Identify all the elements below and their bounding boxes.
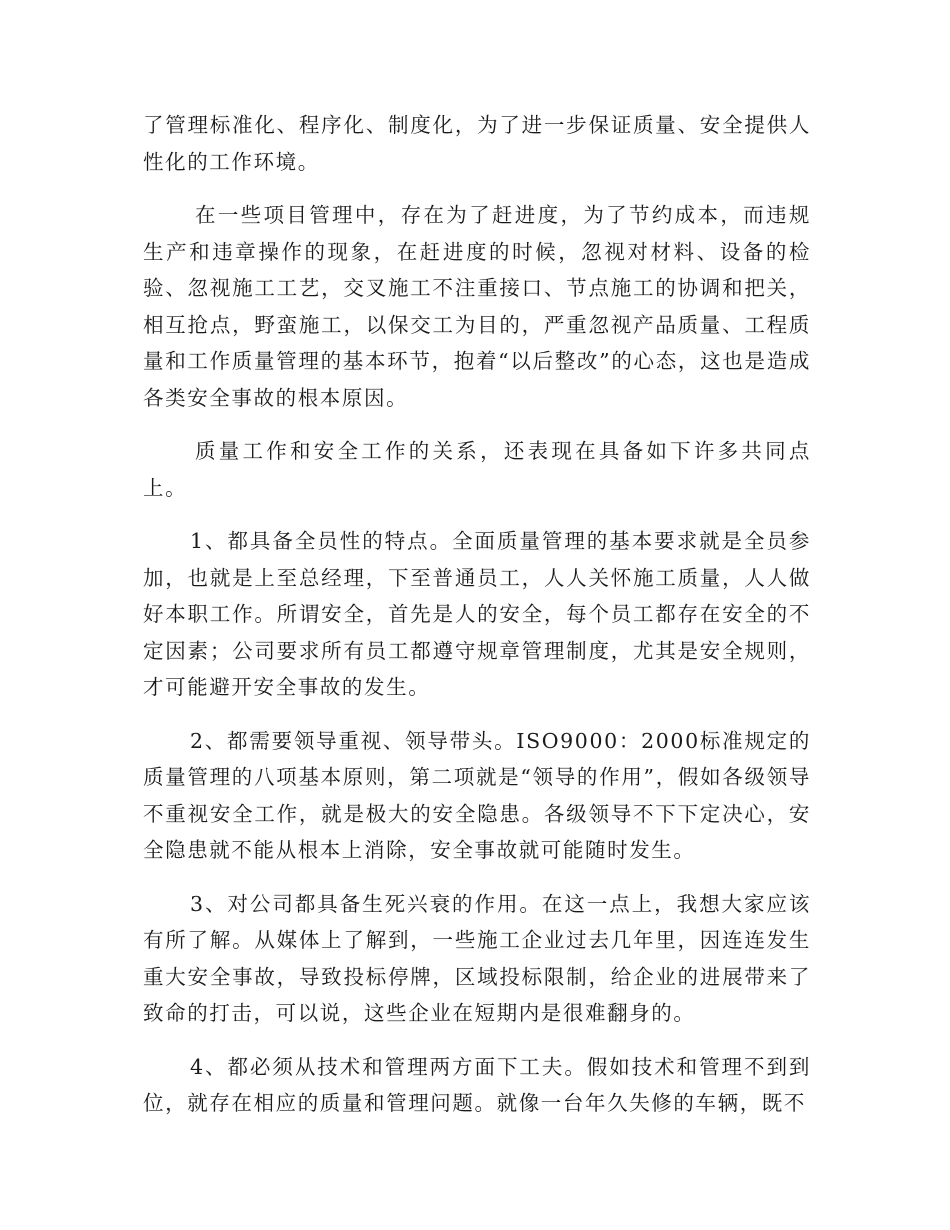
paragraph-point-4: 4、都必须从技术和管理两方面下工夫。假如技术和管理不到到位，就存在相应的质量和管理问题。就像一台年久失修的车辆，既不: [143, 1054, 811, 1115]
paragraph-point-3: 3、对公司都具备生死兴衰的作用。在这一点上，我想大家应该有所了解。从媒体上了解到，一些施工企业过去几年里，因连连发生重大安全事故，导致投标停牌，区域投标限制，给企业的进展带来了致命的打击，可以说，这些企业在短期内是很难翻身的。: [143, 891, 811, 1025]
paragraph-continuation: 了管理标准化、程序化、制度化，为了进一步保证质量、安全提供人性化的工作环境。: [143, 113, 811, 174]
paragraph-point-1: 1、都具备全员性的特点。全面质量管理的基本要求就是全员参加，也就是上至总经理，下至普通员工，人人关怀施工质量，人人做好本职工作。所谓安全，首先是人的安全，每个员工都存在安全的不定因素；公司要求所有员工都遵守规章管理制度，尤其是安全规则，才可能避开安全事故的发生。: [143, 529, 811, 699]
paragraph-point-2: 2、都需要领导重视、领导带头。ISO9000：2000标准规定的质量管理的八项基本原则，第二项就是“领导的作用”，假如各级领导不重视安全工作，就是极大的安全隐患。各级领导不下下定决心，安全隐患就不能从根本上消除，安全事故就可能随时发生。: [143, 728, 811, 862]
paragraph-common-points-intro: 质量工作和安全工作的关系，还表现在具备如下许多共同点上。: [143, 439, 811, 500]
document-body: [143, 107, 811, 1139]
paragraph-project-management: 在一些项目管理中，存在为了赶进度，为了节约成本，而违规生产和违章操作的现象，在赶进度的时候，忽视对材料、设备的检验、忽视施工工艺，交叉施工不注重接口、节点施工的协调和把关，相互抢点，野蛮施工，以保交工为目的，严重忽视产品质量、工程质量和工作质量管理的基本环节，抱着“以后整改”的心态，这也是造成各类安全事故的根本原因。: [143, 203, 811, 410]
